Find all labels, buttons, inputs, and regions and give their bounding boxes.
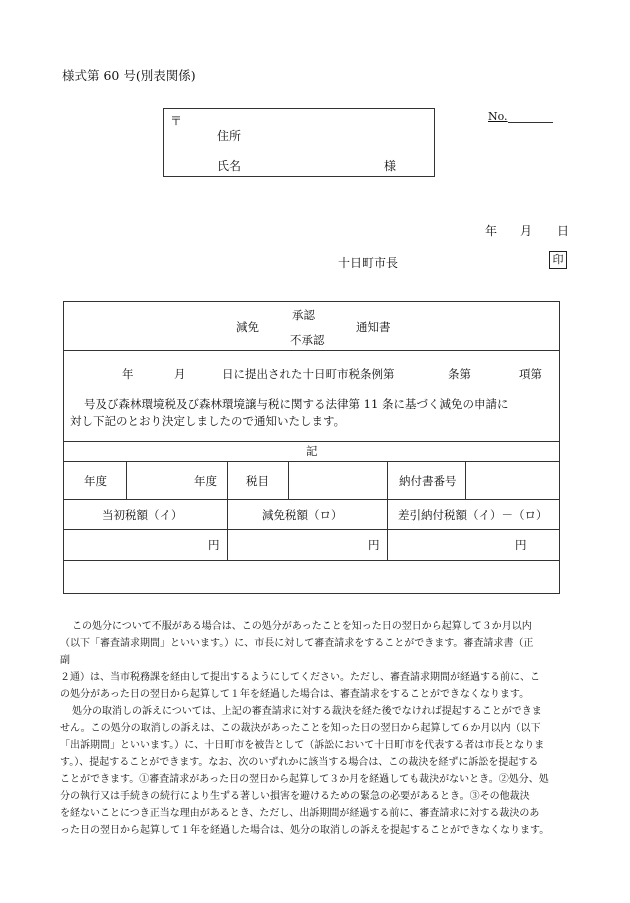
ki-label: 記 (306, 444, 318, 458)
difference-tax-yen: 円 (515, 538, 527, 552)
seal-icon: 印 (549, 251, 567, 269)
title-approve: 承認 (292, 308, 315, 322)
name-label: 氏名 (217, 159, 242, 173)
note-line: 分の執行又は手続きの続行により生ずる著しい損害を避けるための緊急の必要があるとき。③その他裁決 (60, 791, 530, 802)
document-number-label: No. (488, 110, 508, 123)
initial-tax-yen: 円 (208, 538, 220, 552)
note-line: った日の翌日から起算して１年を経過した場合は、処分の取消しの訴えを提起することができなくなります。 (60, 825, 550, 836)
form-number-title: 様式第 60 号(別表関係) (62, 68, 196, 83)
note-line: この処分について不服がある場合は、この処分があったことを知った日の翌日から起算して３か月以内 (72, 621, 532, 632)
body-line-3: 対し下記のとおり決定しましたので通知いたします。 (70, 414, 346, 428)
note-line: （以下「審査請求期間」といいます。）に、市長に対して審査請求をすることができます。審査請求書（正 (60, 638, 534, 649)
postal-mark: 〒 (170, 114, 183, 128)
date-day: 日 (557, 224, 570, 238)
note-line: 副 (60, 655, 70, 666)
ki-row (64, 441, 559, 462)
note-line: す。）、提起することができます。なお、次のいずれかに該当する場合は、この裁決を経ずに訴訟を提起する (60, 757, 539, 768)
difference-tax-label: 差引納付税額（イ）－（ロ） (398, 508, 548, 522)
reduction-tax-yen: 円 (368, 538, 380, 552)
reduction-tax-label: 減免税額（ロ） (262, 508, 343, 522)
notice-title-row (64, 302, 559, 351)
body-month: 月 (174, 367, 186, 381)
address-label: 住所 (217, 129, 242, 143)
date-month: 月 (520, 224, 533, 238)
body-article: 条第 (448, 367, 471, 381)
amount-header-row (64, 499, 559, 530)
initial-tax-label: 当初税額（イ） (102, 508, 183, 522)
note-line: 処分の取消しの訴えについては、上記の審査請求に対する裁決を経た後でなければ提起することができま (72, 706, 542, 717)
notice-body (64, 350, 559, 442)
address-box (163, 108, 435, 177)
document-number-field[interactable] (508, 122, 553, 123)
honorific: 様 (384, 159, 397, 173)
title-right: 通知書 (356, 320, 391, 334)
note-line: ２通）は、当市税務課を経由して提出するようにしてください。ただし、審査請求期間が経過する前に、こ (60, 672, 540, 683)
notice-table (63, 301, 560, 594)
payment-no-label: 納付書番号 (399, 474, 457, 488)
remarks-row (64, 560, 559, 593)
note-line: せん。この処分の取消しの訴えは、この裁決があったことを知った日の翌日から起算して６か月以内（以下 (60, 723, 541, 734)
body-clause: 項第 (519, 367, 542, 381)
fiscal-year-value: 年度 (194, 474, 217, 488)
note-line: を経ないことにつき正当な理由があるとき、ただし、出訴期間が経過する前に、審査請求に対する裁決のあ (60, 808, 540, 819)
note-line: の処分があった日の翌日から起算して１年を経過した場合は、審査請求をすることができなくなります。 (60, 689, 530, 700)
body-line-2: 号及び森林環境税及び森林環境譲与税に関する法律第 11 条に基づく減免の申請に (84, 397, 509, 411)
note-line: 「出訴期間」といいます。）に、十日町市を被告として（訴訟において十日町市を代表する者は市長となりま (60, 740, 545, 751)
date-year: 年 (485, 224, 498, 238)
fiscal-year-label: 年度 (84, 474, 107, 488)
tax-info-row (64, 461, 559, 500)
note-line: ことができます。①審査請求があった日の翌日から起算して３か月を経過しても裁決がないとき。②処分、処 (60, 774, 549, 785)
body-year: 年 (122, 367, 134, 381)
tax-item-label: 税目 (246, 474, 269, 488)
body-day-text: 日に提出された十日町市税条例第 (222, 367, 395, 381)
title-disapprove: 不承認 (290, 333, 325, 347)
title-left: 減免 (236, 320, 259, 334)
issuer: 十日町市長 (338, 256, 399, 270)
amount-values-row (64, 529, 559, 561)
